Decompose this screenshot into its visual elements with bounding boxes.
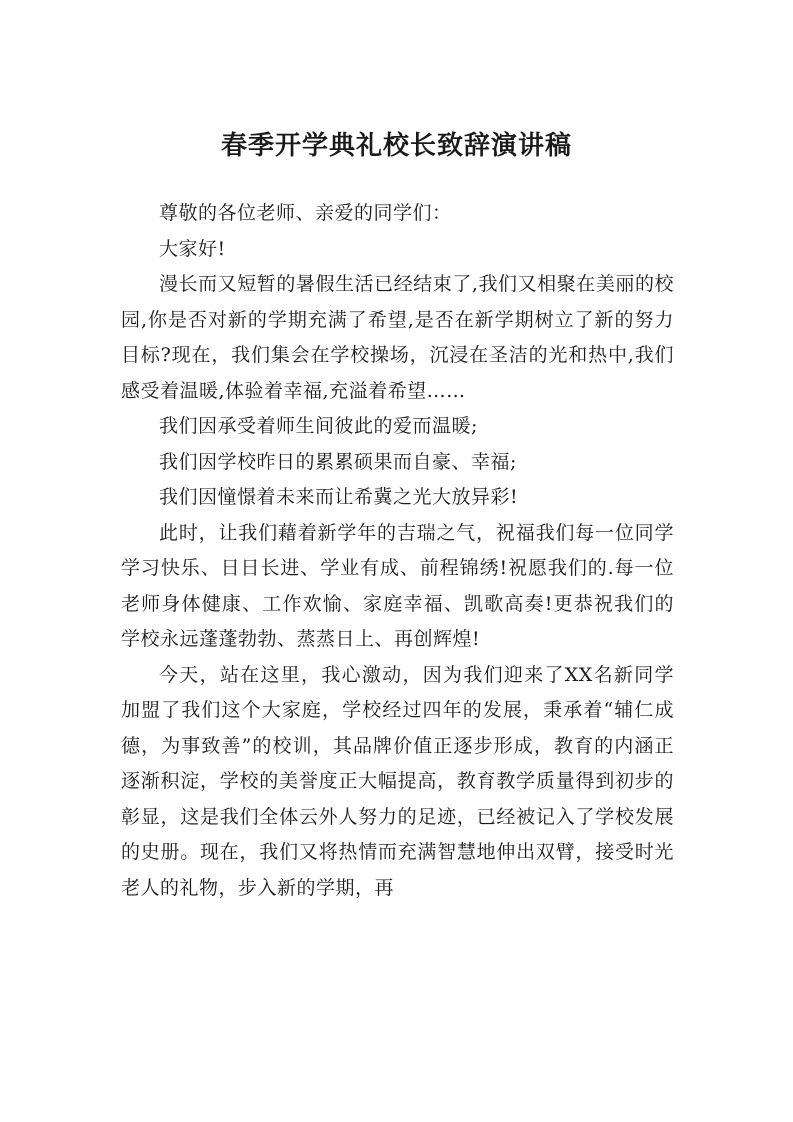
body-paragraph: 我们因憧憬着未来而让希冀之光大放异彩! (159, 486, 519, 508)
body-paragraph: 今天，站在这里，我心激动，因为我们迎来了XX名新同学加盟了我们这个大家庭，学校经过四年的发展，秉承着“辅仁成德，为事致善”的校训，其品牌价值正逐步形成，教育的内涵正逐渐积淀，学校的美誉度正大幅提高，教育教学质量得到初步的彰显，这是我们全体云外人努力的足迹，已经被记入了学校发展的史册。现在，我们又将热情而充满智慧地伸出双臂，接受时光老人的礼物，步入新的学期，再 (121, 663, 674, 899)
document-title: 春季开学典礼校长致辞演讲稿 (220, 131, 572, 161)
body-paragraph: 我们因承受着师生间彼此的爱而温暖; (159, 415, 478, 437)
salutation-paragraph: 尊敬的各位老师、亲爱的同学们： (159, 202, 452, 224)
body-paragraph: 漫长而又短暂的暑假生活已经结束了,我们又相聚在美丽的校园,你是否对新的学期充满了希望,是否在新学期树立了新的努力目标?现在，我们集会在学校操场，沉浸在圣洁的光和热中,我们感受着温暖,体验着幸福,充溢着希望…… (121, 273, 674, 402)
document-body (121, 196, 674, 906)
body-paragraph: 我们因学校昨日的累累硕果而自豪、幸福; (159, 450, 517, 473)
greeting-paragraph: 大家好! (159, 237, 226, 260)
body-paragraph: 此时，让我们藉着新学年的吉瑞之气，祝福我们每一位同学学习快乐、日日长进、学业有成、前程锦绣!祝愿我们的.每一位老师身体健康、工作欢愉、家庭幸福、凯歌高奏!更恭祝我们的学校永远蓬蓬勃勃、蒸蒸日上、再创辉煌! (121, 521, 674, 650)
